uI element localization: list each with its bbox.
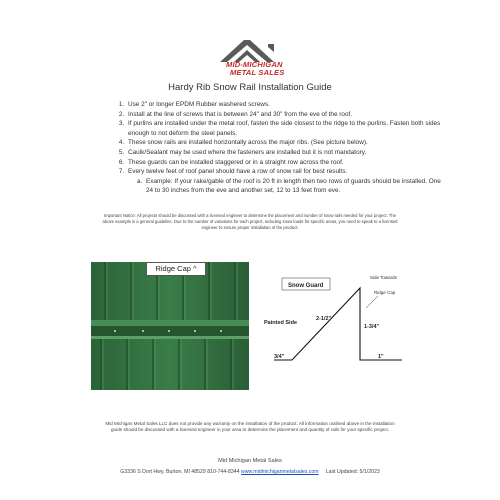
snow-guard-diagram	[262, 268, 412, 380]
logo-text-top: MID-MICHIGAN	[226, 60, 283, 69]
step-item: 6. These guards can be installed staggered or in a straight row across the roof.	[126, 158, 446, 168]
step-item: 4. These snow rails are installed horizontally across the major ribs. (See picture below).	[126, 138, 446, 148]
installation-steps	[116, 100, 446, 196]
footer-company: Mid Michigan Metal Sales	[218, 458, 282, 464]
last-updated: Last Updated: 5/1/2023	[325, 469, 380, 475]
logo-text-bottom: METAL SALES	[230, 68, 285, 77]
painted-side-label: Painted Side	[264, 320, 298, 326]
step-item-text: Every twelve feet of roof panel should have a row of snow rail for best results.	[128, 168, 348, 176]
important-notice: Important Notice: All projects should be discussed with a licensed engineer to determine the placement and number of snow rails needed for your project. The above example is a general guideline. Due to the number of variations for each project, including snow loads for specific areas, you need to speak to a licensed engineer to ensure proper installation of the product.	[102, 213, 398, 230]
ridge-cap-label: Ridge Cap	[374, 290, 396, 295]
step-item: 2. Install at the line of screws that is between 24" and 30" from the eve of the roof.	[126, 110, 446, 120]
sub-steps	[128, 177, 446, 196]
step-item: 5. Caulk/Sealant may be used where the fasteners are installed but it is not mandatory.	[126, 148, 446, 158]
vertical-dimension: 1-3/4"	[364, 324, 380, 330]
roof-photo	[91, 262, 249, 390]
website-link[interactable]: www.midmichiganmetalsales.com	[241, 469, 319, 475]
left-flange-dimension: 3/4"	[274, 354, 285, 360]
warranty-disclaimer: Mid Michigan Metal Sales LLC does not provide any warranty on the installation of the product. All information outlined above in the installation guide should be discussed with a licensed engineer in your area to determine the placement and quantity of rails for your specific project.	[105, 421, 395, 433]
right-flange-dimension: 1"	[378, 354, 384, 360]
slope-dimension: 2-1/2"	[316, 316, 332, 322]
step-item: 3. If purlins are installed under the metal roof, fasten the side closest to the ridge to the purlins. Fasten both sides enough to not deform the steel panels.	[126, 119, 446, 138]
diagram-title: Snow Guard	[288, 283, 324, 289]
snow-guard-profile	[262, 268, 412, 380]
page-title: Hardy Rib Snow Rail Installation Guide	[168, 82, 332, 93]
sub-step-item: a. Example: If your rake/gable of the roof is 20 ft in length then two rows of guards should be installed. One 24 to 30 inches from the eve and another set, 12 to 13 feet from eve.	[144, 177, 446, 196]
footer-address: G3336 S Dort Hwy, Burton, MI 48529 810-744-8344	[120, 469, 240, 475]
step-item: 1. Use 2" or longer EPDM Rubber washered screws.	[126, 100, 446, 110]
company-logo	[212, 36, 288, 80]
ridge-cap-label: Ridge Cap ^	[146, 262, 206, 276]
roof-panel-image	[91, 262, 249, 390]
side-towards-label: Side Towards	[370, 275, 397, 280]
footer-contact	[0, 469, 500, 475]
step-item	[126, 167, 446, 196]
